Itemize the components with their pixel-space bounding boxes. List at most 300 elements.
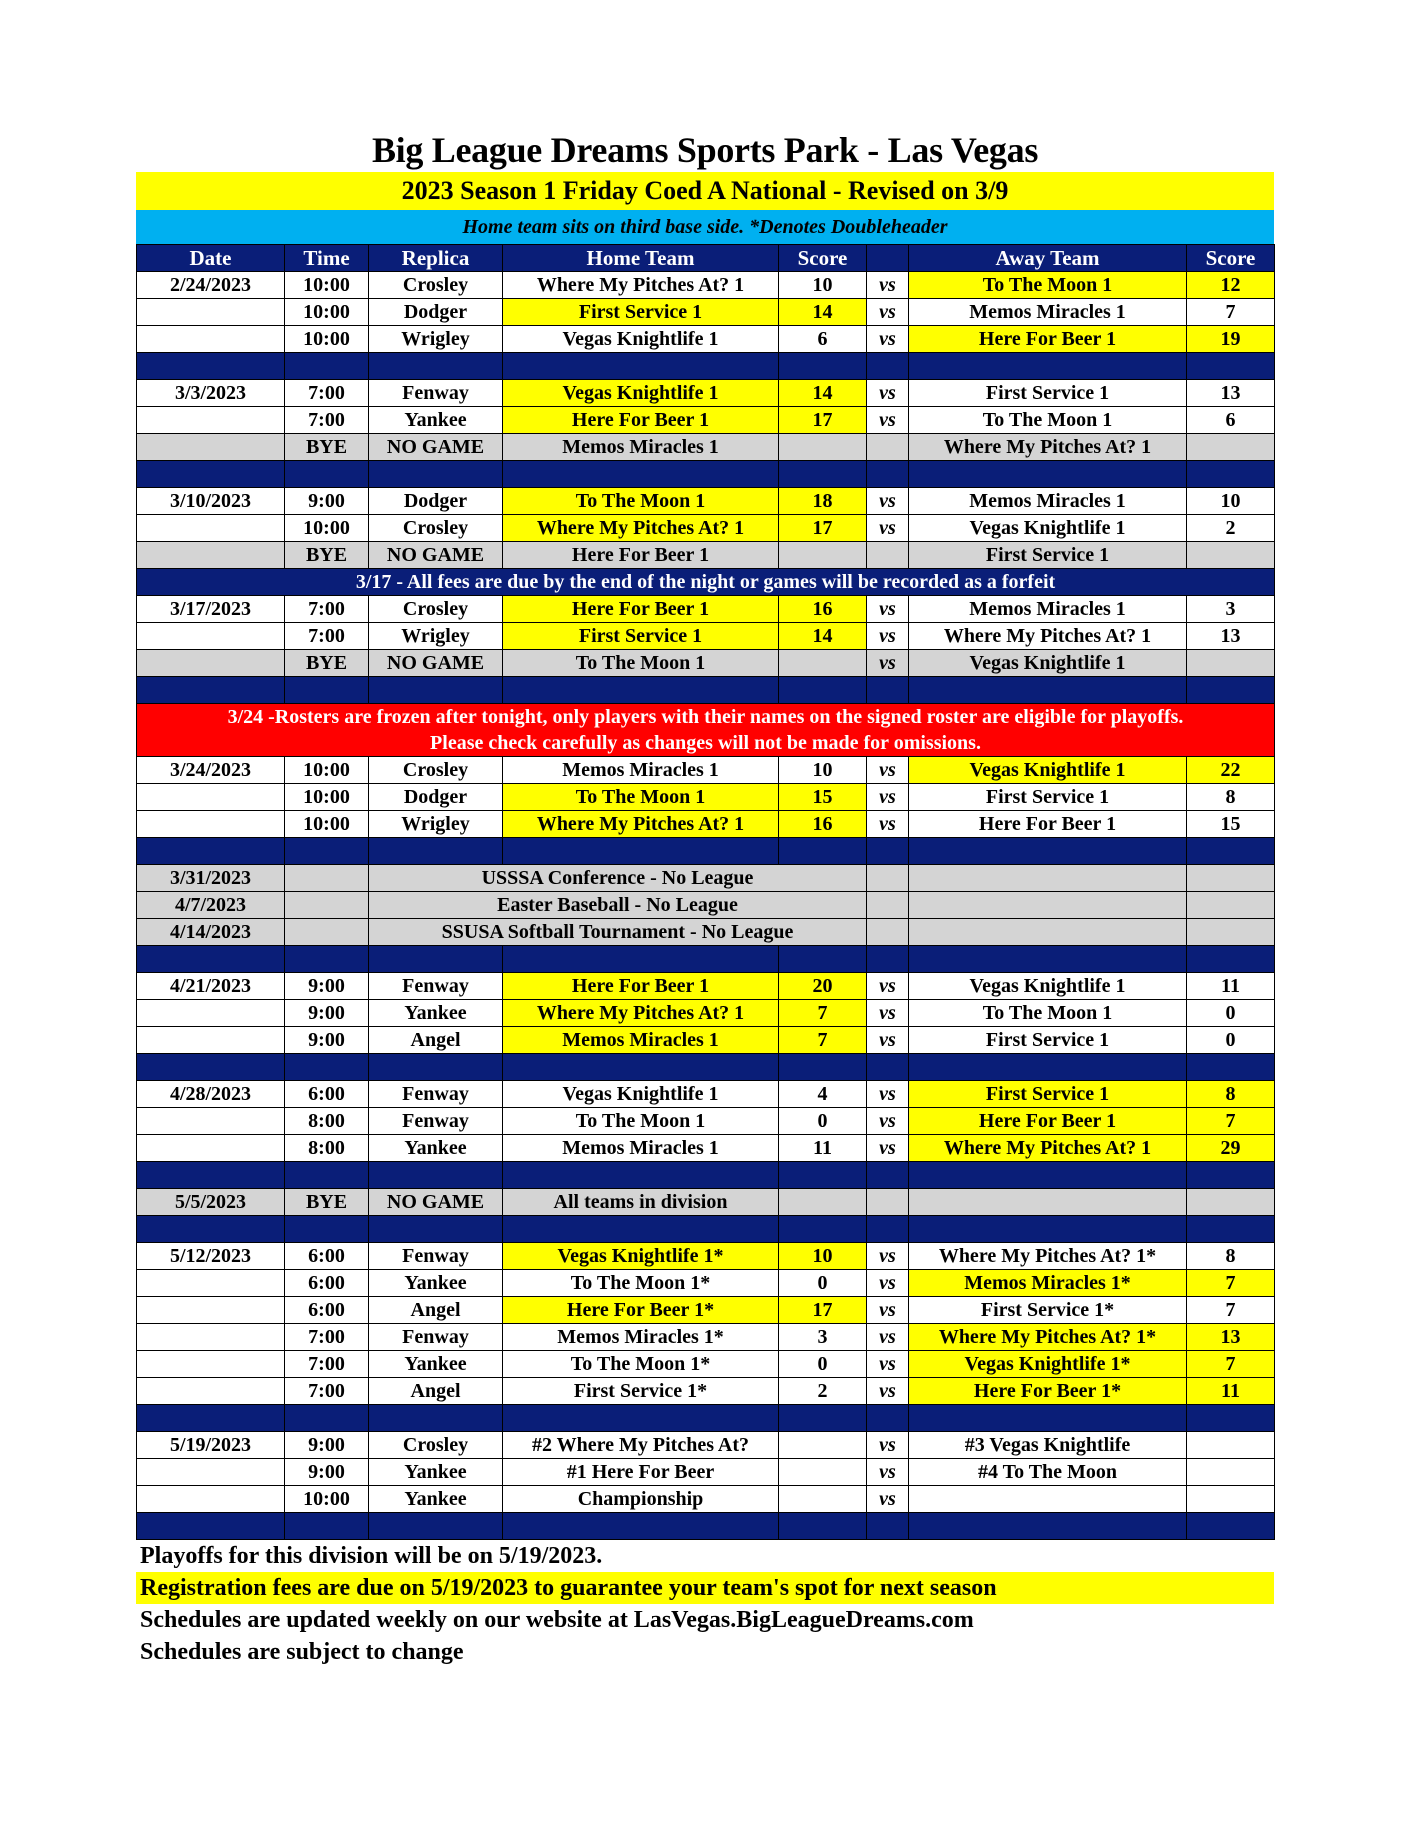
game-row xyxy=(137,488,1275,515)
vs-cell: vs xyxy=(867,1108,909,1135)
time-cell: 10:00 xyxy=(285,272,369,299)
game-row xyxy=(137,1243,1275,1270)
date-cell: 4/28/2023 xyxy=(137,1081,285,1108)
away-score-cell: 12 xyxy=(1187,272,1275,299)
spacer-cell xyxy=(867,1405,909,1432)
home-score-cell: 14 xyxy=(779,299,867,326)
date-cell: 2/24/2023 xyxy=(137,272,285,299)
away-team-cell xyxy=(909,1486,1187,1513)
game-row xyxy=(137,1459,1275,1486)
time-cell: BYE xyxy=(285,434,369,461)
spacer-cell xyxy=(137,1513,285,1540)
away-score-cell xyxy=(1187,1459,1275,1486)
date-cell xyxy=(137,811,285,838)
home-score-cell: 10 xyxy=(779,757,867,784)
vs-cell: vs xyxy=(867,1027,909,1054)
home-team-cell: Here For Beer 1* xyxy=(503,1297,779,1324)
spacer-cell xyxy=(369,677,503,704)
replica-field-cell: Yankee xyxy=(369,1000,503,1027)
away-team-cell xyxy=(909,1189,1187,1216)
replica-field-cell: NO GAME xyxy=(369,1189,503,1216)
spacer-cell xyxy=(137,838,285,865)
empty-cell xyxy=(909,919,1187,946)
spacer-cell xyxy=(503,461,779,488)
vs-cell: vs xyxy=(867,326,909,353)
away-team-cell: To The Moon 1 xyxy=(909,272,1187,299)
away-team-cell: First Service 1 xyxy=(909,380,1187,407)
spacer-cell xyxy=(909,461,1187,488)
bye-row xyxy=(137,650,1275,677)
notice-cell xyxy=(137,704,1275,757)
date-cell: 4/21/2023 xyxy=(137,973,285,1000)
date-cell: 3/3/2023 xyxy=(137,380,285,407)
replica-field-cell: Crosley xyxy=(369,757,503,784)
time-cell: 7:00 xyxy=(285,1378,369,1405)
home-score-cell: 11 xyxy=(779,1135,867,1162)
date-cell xyxy=(137,515,285,542)
spacer-cell xyxy=(779,1162,867,1189)
away-score-cell xyxy=(1187,434,1275,461)
replica-field-cell: Angel xyxy=(369,1378,503,1405)
spacer-cell xyxy=(369,1054,503,1081)
empty-cell xyxy=(1187,865,1275,892)
game-row xyxy=(137,811,1275,838)
spacer-cell xyxy=(285,461,369,488)
game-row xyxy=(137,757,1275,784)
vs-cell: vs xyxy=(867,515,909,542)
game-row xyxy=(137,515,1275,542)
away-team-cell: Vegas Knightlife 1 xyxy=(909,650,1187,677)
away-score-cell: 8 xyxy=(1187,1081,1275,1108)
spacer-cell xyxy=(137,677,285,704)
replica-field-cell: NO GAME xyxy=(369,650,503,677)
spacer-cell xyxy=(1187,677,1275,704)
spacer-cell xyxy=(369,1405,503,1432)
away-team-cell: Memos Miracles 1 xyxy=(909,596,1187,623)
home-score-cell xyxy=(779,1189,867,1216)
home-team-cell: Vegas Knightlife 1 xyxy=(503,1081,779,1108)
home-team-cell: Memos Miracles 1 xyxy=(503,1027,779,1054)
header-time: Time xyxy=(285,245,369,272)
spacer-cell xyxy=(779,838,867,865)
game-row xyxy=(137,623,1275,650)
playoffs-note: Playoffs for this division will be on 5/19/2023. xyxy=(140,1543,603,1569)
replica-field-cell: Fenway xyxy=(369,380,503,407)
away-team-cell: First Service 1 xyxy=(909,1027,1187,1054)
vs-cell: vs xyxy=(867,1135,909,1162)
away-score-cell xyxy=(1187,542,1275,569)
time-cell: 6:00 xyxy=(285,1243,369,1270)
date-cell xyxy=(137,1378,285,1405)
spacer-cell xyxy=(285,838,369,865)
no-league-text: Easter Baseball - No League xyxy=(369,892,867,919)
away-team-cell: Where My Pitches At? 1* xyxy=(909,1243,1187,1270)
game-row xyxy=(137,1135,1275,1162)
bye-row xyxy=(137,1189,1275,1216)
spacer-cell xyxy=(909,677,1187,704)
time-cell: 10:00 xyxy=(285,757,369,784)
game-row xyxy=(137,1378,1275,1405)
vs-cell: vs xyxy=(867,757,909,784)
game-row xyxy=(137,326,1275,353)
spacer-cell xyxy=(503,1216,779,1243)
game-row xyxy=(137,380,1275,407)
home-team-cell: Vegas Knightlife 1 xyxy=(503,380,779,407)
away-team-cell: #3 Vegas Knightlife xyxy=(909,1432,1187,1459)
spacer-cell xyxy=(1187,1216,1275,1243)
replica-field-cell: NO GAME xyxy=(369,434,503,461)
vs-cell: vs xyxy=(867,1000,909,1027)
spacer-cell xyxy=(779,946,867,973)
spacer-cell xyxy=(779,461,867,488)
website-note: Schedules are updated weekly on our website at LasVegas.BigLeagueDreams.com xyxy=(140,1607,974,1633)
away-team-cell: Memos Miracles 1 xyxy=(909,299,1187,326)
replica-field-cell: Fenway xyxy=(369,973,503,1000)
spacer-cell xyxy=(369,1513,503,1540)
replica-field-cell: Fenway xyxy=(369,1108,503,1135)
away-score-cell: 11 xyxy=(1187,1378,1275,1405)
away-score-cell: 15 xyxy=(1187,811,1275,838)
away-team-cell: Vegas Knightlife 1 xyxy=(909,515,1187,542)
replica-field-cell: Crosley xyxy=(369,515,503,542)
date-cell: 3/10/2023 xyxy=(137,488,285,515)
spacer-cell xyxy=(867,461,909,488)
vs-cell: vs xyxy=(867,784,909,811)
replica-field-cell: Crosley xyxy=(369,272,503,299)
spacer-cell xyxy=(1187,461,1275,488)
game-row xyxy=(137,1270,1275,1297)
away-team-cell: To The Moon 1 xyxy=(909,407,1187,434)
home-team-cell: Here For Beer 1 xyxy=(503,973,779,1000)
home-score-cell: 15 xyxy=(779,784,867,811)
date-cell xyxy=(137,1324,285,1351)
away-score-cell: 29 xyxy=(1187,1135,1275,1162)
empty-cell xyxy=(867,892,909,919)
date-cell xyxy=(137,1108,285,1135)
away-team-cell: Memos Miracles 1 xyxy=(909,488,1187,515)
spacer-cell xyxy=(369,946,503,973)
spacer-cell xyxy=(137,1054,285,1081)
home-team-cell: Here For Beer 1 xyxy=(503,596,779,623)
vs-cell xyxy=(867,434,909,461)
row-spacer xyxy=(137,1405,1275,1432)
time-cell: 7:00 xyxy=(285,407,369,434)
header-replica: Replica xyxy=(369,245,503,272)
away-team-cell: First Service 1 xyxy=(909,1081,1187,1108)
time-cell: 10:00 xyxy=(285,326,369,353)
bye-row xyxy=(137,542,1275,569)
spacer-cell xyxy=(137,461,285,488)
away-team-cell: Here For Beer 1 xyxy=(909,1108,1187,1135)
spacer-cell xyxy=(779,1405,867,1432)
replica-field-cell: Fenway xyxy=(369,1243,503,1270)
date-cell xyxy=(137,326,285,353)
spacer-cell xyxy=(1187,1162,1275,1189)
home-team-cell: Where My Pitches At? 1 xyxy=(503,1000,779,1027)
home-team-cell: Vegas Knightlife 1* xyxy=(503,1243,779,1270)
spacer-cell xyxy=(503,1162,779,1189)
spacer-cell xyxy=(285,677,369,704)
away-score-cell: 3 xyxy=(1187,596,1275,623)
vs-cell: vs xyxy=(867,1243,909,1270)
notice-text: 3/17 - All fees are due by the end of the night or games will be recorded as a forfeit xyxy=(355,571,1056,593)
away-score-cell: 22 xyxy=(1187,757,1275,784)
spacer-cell xyxy=(369,461,503,488)
replica-field-cell: Angel xyxy=(369,1297,503,1324)
spacer-cell xyxy=(503,1513,779,1540)
vs-cell: vs xyxy=(867,1270,909,1297)
away-score-cell xyxy=(1187,1486,1275,1513)
spacer-cell xyxy=(285,1513,369,1540)
spacer-cell xyxy=(137,1162,285,1189)
spacer-cell xyxy=(1187,838,1275,865)
date-cell: 3/31/2023 xyxy=(137,865,285,892)
home-score-cell: 7 xyxy=(779,1000,867,1027)
away-score-cell xyxy=(1187,1432,1275,1459)
date-cell xyxy=(137,1000,285,1027)
spacer-cell xyxy=(285,1405,369,1432)
home-team-cell: First Service 1* xyxy=(503,1378,779,1405)
home-team-cell: To The Moon 1 xyxy=(503,488,779,515)
time-cell: 6:00 xyxy=(285,1081,369,1108)
spacer-cell xyxy=(867,838,909,865)
home-score-cell: 7 xyxy=(779,1027,867,1054)
time-cell: 9:00 xyxy=(285,973,369,1000)
home-score-cell xyxy=(779,650,867,677)
spacer-cell xyxy=(909,838,1187,865)
away-team-cell: First Service 1 xyxy=(909,784,1187,811)
time-cell: BYE xyxy=(285,650,369,677)
home-score-cell: 3 xyxy=(779,1324,867,1351)
row-spacer xyxy=(137,677,1275,704)
empty-cell xyxy=(867,865,909,892)
away-score-cell: 0 xyxy=(1187,1000,1275,1027)
time-cell: 10:00 xyxy=(285,515,369,542)
game-row xyxy=(137,973,1275,1000)
fee-notice-row xyxy=(137,569,1275,596)
away-score-cell: 6 xyxy=(1187,407,1275,434)
date-cell xyxy=(137,1027,285,1054)
row-spacer xyxy=(137,461,1275,488)
away-score-cell: 7 xyxy=(1187,1297,1275,1324)
spacer-cell xyxy=(909,1513,1187,1540)
home-team-cell: Where My Pitches At? 1 xyxy=(503,272,779,299)
replica-field-cell: Yankee xyxy=(369,1351,503,1378)
date-cell xyxy=(137,407,285,434)
notice-cell xyxy=(137,569,1275,596)
vs-cell: vs xyxy=(867,1432,909,1459)
home-score-cell: 17 xyxy=(779,1297,867,1324)
date-cell: 5/19/2023 xyxy=(137,1432,285,1459)
time-cell: 9:00 xyxy=(285,1459,369,1486)
game-row xyxy=(137,1081,1275,1108)
away-score-cell: 8 xyxy=(1187,1243,1275,1270)
row-spacer xyxy=(137,353,1275,380)
home-team-cell: Memos Miracles 1* xyxy=(503,1324,779,1351)
away-score-cell: 2 xyxy=(1187,515,1275,542)
time-cell: 7:00 xyxy=(285,1351,369,1378)
no-league-row xyxy=(137,919,1275,946)
time-cell: 8:00 xyxy=(285,1135,369,1162)
away-score-cell: 13 xyxy=(1187,623,1275,650)
home-score-cell xyxy=(779,434,867,461)
time-cell xyxy=(285,892,369,919)
info-banner: Home team sits on third base side. *Denotes Doubleheader xyxy=(136,210,1274,244)
registration-note: Registration fees are due on 5/19/2023 to guarantee your team's spot for next season xyxy=(136,1572,1274,1604)
spacer-cell xyxy=(137,1216,285,1243)
spacer-cell xyxy=(369,1162,503,1189)
home-score-cell: 14 xyxy=(779,380,867,407)
spacer-cell xyxy=(867,1513,909,1540)
date-cell xyxy=(137,1297,285,1324)
home-score-cell xyxy=(779,1432,867,1459)
header-home-score: Score xyxy=(779,245,867,272)
replica-field-cell: NO GAME xyxy=(369,542,503,569)
date-cell: 4/14/2023 xyxy=(137,919,285,946)
time-cell: 8:00 xyxy=(285,1108,369,1135)
time-cell xyxy=(285,919,369,946)
date-cell xyxy=(137,542,285,569)
spacer-cell xyxy=(503,946,779,973)
vs-cell: vs xyxy=(867,973,909,1000)
game-row xyxy=(137,1108,1275,1135)
away-score-cell: 7 xyxy=(1187,1108,1275,1135)
game-row xyxy=(137,1324,1275,1351)
away-score-cell: 13 xyxy=(1187,1324,1275,1351)
away-team-cell: Where My Pitches At? 1* xyxy=(909,1324,1187,1351)
time-cell: BYE xyxy=(285,542,369,569)
time-cell: 10:00 xyxy=(285,1486,369,1513)
spacer-cell xyxy=(909,946,1187,973)
home-score-cell xyxy=(779,1486,867,1513)
home-score-cell: 16 xyxy=(779,596,867,623)
away-team-cell: #4 To The Moon xyxy=(909,1459,1187,1486)
game-row xyxy=(137,272,1275,299)
vs-cell: vs xyxy=(867,488,909,515)
date-cell xyxy=(137,650,285,677)
spacer-cell xyxy=(137,353,285,380)
time-cell: 6:00 xyxy=(285,1297,369,1324)
vs-cell: vs xyxy=(867,299,909,326)
date-cell xyxy=(137,299,285,326)
vs-cell: vs xyxy=(867,623,909,650)
spacer-cell xyxy=(285,353,369,380)
away-team-cell: To The Moon 1 xyxy=(909,1000,1187,1027)
away-team-cell: Vegas Knightlife 1* xyxy=(909,1351,1187,1378)
time-cell: 7:00 xyxy=(285,380,369,407)
date-cell: 3/24/2023 xyxy=(137,757,285,784)
game-row xyxy=(137,407,1275,434)
game-row xyxy=(137,596,1275,623)
date-cell: 3/17/2023 xyxy=(137,596,285,623)
spacer-cell xyxy=(867,1162,909,1189)
date-cell xyxy=(137,1459,285,1486)
header-vs xyxy=(867,245,909,272)
spacer-cell xyxy=(1187,1513,1275,1540)
vs-cell: vs xyxy=(867,1297,909,1324)
home-score-cell: 10 xyxy=(779,1243,867,1270)
game-row xyxy=(137,1000,1275,1027)
date-cell xyxy=(137,434,285,461)
away-score-cell: 10 xyxy=(1187,488,1275,515)
away-score-cell: 7 xyxy=(1187,299,1275,326)
home-team-cell: Where My Pitches At? 1 xyxy=(503,811,779,838)
replica-field-cell: Wrigley xyxy=(369,326,503,353)
home-score-cell: 2 xyxy=(779,1378,867,1405)
footer-notes xyxy=(136,1540,1274,1668)
game-row xyxy=(137,1486,1275,1513)
spacer-cell xyxy=(285,1162,369,1189)
empty-cell xyxy=(867,919,909,946)
home-team-cell: First Service 1 xyxy=(503,623,779,650)
home-score-cell: 0 xyxy=(779,1108,867,1135)
notice-text-2: Please check carefully as changes will not be made for omissions. xyxy=(430,732,981,754)
spacer-cell xyxy=(909,1216,1187,1243)
row-spacer xyxy=(137,946,1275,973)
home-team-cell: Vegas Knightlife 1 xyxy=(503,326,779,353)
replica-field-cell: Yankee xyxy=(369,1270,503,1297)
page-title: Big League Dreams Sports Park - Las Vegas xyxy=(371,130,1039,170)
date-cell: 5/12/2023 xyxy=(137,1243,285,1270)
season-subtitle: 2023 Season 1 Friday Coed A National - Revised on 3/9 xyxy=(136,172,1274,210)
away-score-cell: 7 xyxy=(1187,1351,1275,1378)
replica-field-cell: Yankee xyxy=(369,407,503,434)
away-team-cell: Here For Beer 1 xyxy=(909,326,1187,353)
vs-cell: vs xyxy=(867,1351,909,1378)
time-cell: 9:00 xyxy=(285,1027,369,1054)
replica-field-cell: Yankee xyxy=(369,1486,503,1513)
away-score-cell xyxy=(1187,650,1275,677)
spacer-cell xyxy=(503,1405,779,1432)
empty-cell xyxy=(1187,892,1275,919)
home-team-cell: To The Moon 1 xyxy=(503,650,779,677)
game-row xyxy=(137,1432,1275,1459)
game-row xyxy=(137,1027,1275,1054)
home-team-cell: #2 Where My Pitches At? xyxy=(503,1432,779,1459)
spacer-cell xyxy=(285,946,369,973)
spacer-cell xyxy=(369,353,503,380)
spacer-cell xyxy=(285,1054,369,1081)
row-spacer xyxy=(137,1216,1275,1243)
notice-text: 3/24 -Rosters are frozen after tonight, only players with their names on the signed roster are eligible for playoffs. xyxy=(227,706,1184,728)
spacer-cell xyxy=(867,677,909,704)
schedule-table xyxy=(136,244,1275,1540)
date-cell xyxy=(137,1270,285,1297)
home-team-cell: Here For Beer 1 xyxy=(503,542,779,569)
empty-cell xyxy=(909,865,1187,892)
time-cell: 10:00 xyxy=(285,811,369,838)
row-spacer xyxy=(137,838,1275,865)
replica-field-cell: Yankee xyxy=(369,1135,503,1162)
home-team-cell: All teams in division xyxy=(503,1189,779,1216)
spacer-cell xyxy=(503,1054,779,1081)
home-team-cell: Here For Beer 1 xyxy=(503,407,779,434)
time-cell xyxy=(285,865,369,892)
spacer-cell xyxy=(503,353,779,380)
replica-field-cell: Crosley xyxy=(369,596,503,623)
spacer-cell xyxy=(909,353,1187,380)
spacer-cell xyxy=(503,838,779,865)
away-score-cell: 0 xyxy=(1187,1027,1275,1054)
home-team-cell: To The Moon 1* xyxy=(503,1270,779,1297)
home-score-cell: 0 xyxy=(779,1351,867,1378)
spacer-cell xyxy=(909,1054,1187,1081)
header-date: Date xyxy=(137,245,285,272)
away-score-cell xyxy=(1187,1189,1275,1216)
vs-cell: vs xyxy=(867,407,909,434)
replica-field-cell: Dodger xyxy=(369,299,503,326)
game-row xyxy=(137,1351,1275,1378)
